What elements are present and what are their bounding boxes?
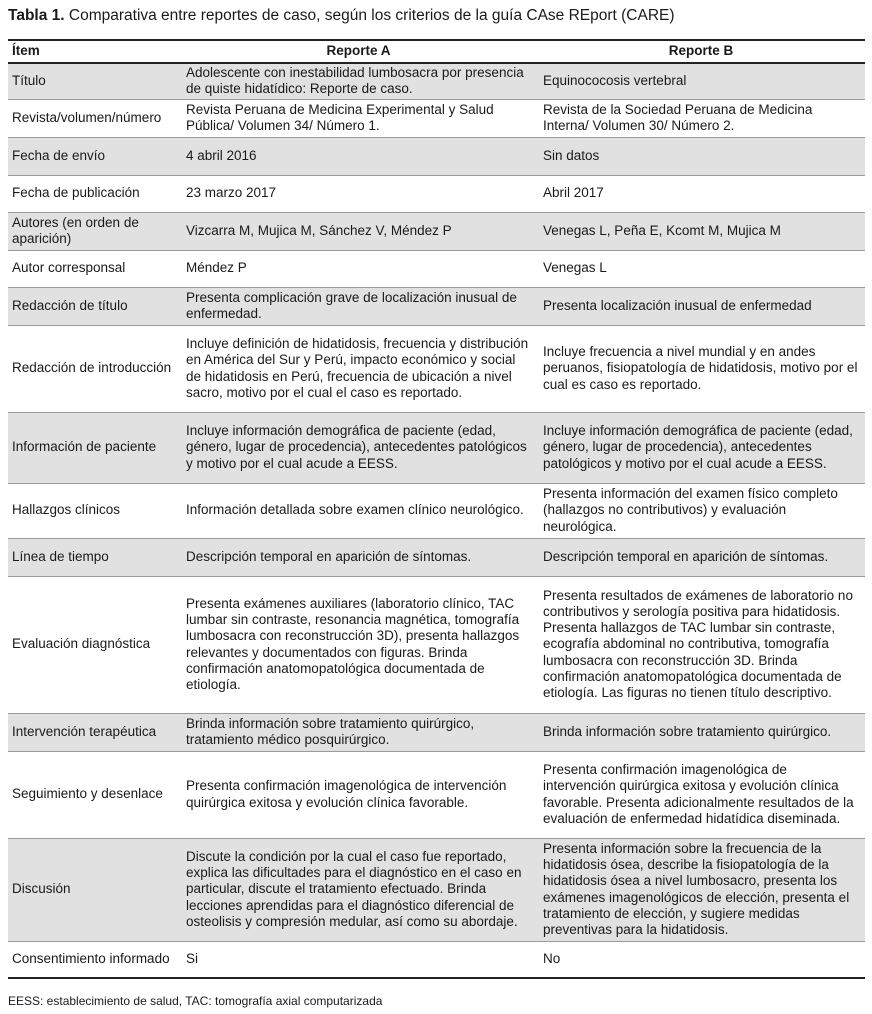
row-report-a: Adolescente con inestabilidad lumbosacra por presencia de quiste hidatídico: Reporte de caso.: [180, 63, 537, 99]
row-report-b: Brinda información sobre tratamiento quirúrgico.: [537, 713, 865, 751]
table-row: [8, 287, 865, 325]
table-row: [8, 751, 865, 838]
table-row: [8, 412, 865, 483]
row-report-a: Si: [180, 941, 537, 978]
table-row: [8, 483, 865, 538]
row-item: Hallazgos clínicos: [8, 483, 180, 538]
row-report-a: Brinda información sobre tratamiento quirúrgico, tratamiento médico posquirúrgico.: [180, 713, 537, 751]
row-report-a: Presenta complicación grave de localización inusual de enfermedad.: [180, 287, 537, 325]
row-item: Fecha de envío: [8, 137, 180, 175]
row-item: Redacción de título: [8, 287, 180, 325]
row-report-a: Descripción temporal en aparición de síntomas.: [180, 538, 537, 576]
row-report-b: Presenta información sobre la frecuencia de la hidatidosis ósea, describe la fisiopatología de la hidatidosis ósea a nivel lumbosacro, presenta los exámenes imagenológicos de elección, presenta el tratamiento de elección, y sugiere medidas preventivas para la hidatidosis.: [537, 838, 865, 941]
table-row: [8, 576, 865, 713]
row-report-b: Presenta localización inusual de enfermedad: [537, 287, 865, 325]
row-report-b: Incluye frecuencia a nivel mundial y en andes peruanos, fisiopatología de hidatidosis, motivo por el cual es caso es reportado.: [537, 325, 865, 412]
row-item: Fecha de publicación: [8, 175, 180, 212]
row-report-b: Sin datos: [537, 137, 865, 175]
table-row: [8, 250, 865, 287]
row-report-a: Información detallada sobre examen clínico neurológico.: [180, 483, 537, 538]
table-footnote: EESS: establecimiento de salud, TAC: tomografía axial computarizada: [8, 994, 383, 1008]
row-report-a: 4 abril 2016: [180, 137, 537, 175]
row-item: Discusión: [8, 838, 180, 941]
row-report-b: Presenta información del examen físico completo (hallazgos no contributivos) y evaluación neurológica.: [537, 483, 865, 538]
row-report-b: Presenta resultados de exámenes de laboratorio no contributivos y serología positiva para hidatidosis. Presenta hallazgos de TAC lumbar sin contraste, ecografía abdominal no contributiva, tomografía lumbosacra con reconstrucción 3D. Brinda confirmación anatomopatológica documentada de etiología. Las figuras no tienen título descriptivo.: [537, 576, 865, 713]
row-report-b: Incluye información demográfica de paciente (edad, género, lugar de procedencia), antecedentes patológicos y motivo por el cual acude a EESS.: [537, 412, 865, 483]
row-report-b: Descripción temporal en aparición de síntomas.: [537, 538, 865, 576]
table-row: [8, 63, 865, 99]
row-report-b: Presenta confirmación imagenológica de intervención quirúrgica exitosa y evolución clínica favorable. Presenta adicionalmente resultados de la evaluación de enfermedad hidatídica diseminada.: [537, 751, 865, 838]
table-row: [8, 838, 865, 941]
row-report-b: Revista de la Sociedad Peruana de Medicina Interna/ Volumen 30/ Número 2.: [537, 99, 865, 137]
header-report-b: Reporte B: [537, 40, 865, 63]
row-report-a: Presenta exámenes auxiliares (laboratorio clínico, TAC lumbar sin contraste, resonancia magnética, tomografía lumbosacra con reconstrucción 3D), presenta hallazgos relevantes y documentados con figuras. Brinda confirmación anatomopatológica documentada de etiología.: [180, 576, 537, 713]
header-item: Ítem: [8, 40, 180, 63]
row-report-a: Incluye definición de hidatidosis, frecuencia y distribución en América del Sur y Perú, impacto económico y social de hidatidosis en Perú, frecuencia de ubicación a nivel sacro, motivo por el cual el caso es reportado.: [180, 325, 537, 412]
row-item: Información de paciente: [8, 412, 180, 483]
row-item: Evaluación diagnóstica: [8, 576, 180, 713]
row-item: Autores (en orden de aparición): [8, 212, 180, 250]
table-row: [8, 538, 865, 576]
table-row: [8, 325, 865, 412]
row-report-a: Incluye información demográfica de paciente (edad, género, lugar de procedencia), antecedentes patológicos y motivo por el cual acude a EESS.: [180, 412, 537, 483]
caption-label: Tabla 1.: [8, 7, 65, 24]
row-item: Seguimiento y desenlace: [8, 751, 180, 838]
comparison-table: [8, 39, 865, 979]
row-item: Intervención terapéutica: [8, 713, 180, 751]
row-report-a: Presenta confirmación imagenológica de intervención quirúrgica exitosa y evolución clínica favorable.: [180, 751, 537, 838]
row-report-b: No: [537, 941, 865, 978]
row-report-b: Equinococosis vertebral: [537, 63, 865, 99]
row-report-a: Discute la condición por la cual el caso fue reportado, explica las dificultades para el diagnóstico en el caso en particular, discute el tratamiento efectuado. Brinda lecciones aprendidas para el diagnóstico diferencial de osteolisis y compresión medular, así como su abordaje.: [180, 838, 537, 941]
row-report-a: 23 marzo 2017: [180, 175, 537, 212]
row-item: Título: [8, 63, 180, 99]
row-item: Consentimiento informado: [8, 941, 180, 978]
table-row: [8, 137, 865, 175]
header-report-a: Reporte A: [180, 40, 537, 63]
table-row: [8, 713, 865, 751]
table-header-row: [8, 40, 865, 63]
table-row: [8, 99, 865, 137]
row-report-a: Méndez P: [180, 250, 537, 287]
row-item: Redacción de introducción: [8, 325, 180, 412]
row-report-a: Revista Peruana de Medicina Experimental y Salud Pública/ Volumen 34/ Número 1.: [180, 99, 537, 137]
row-report-b: Venegas L, Peña E, Kcomt M, Mujica M: [537, 212, 865, 250]
row-report-b: Venegas L: [537, 250, 865, 287]
caption-text: Comparativa entre reportes de caso, según los criterios de la guía CAse REport (CARE): [64, 7, 675, 24]
row-item: Revista/volumen/número: [8, 99, 180, 137]
table-caption: [8, 6, 675, 26]
row-report-b: Abril 2017: [537, 175, 865, 212]
table-row: [8, 212, 865, 250]
row-item: Autor corresponsal: [8, 250, 180, 287]
table-row: [8, 175, 865, 212]
row-report-a: Vizcarra M, Mujica M, Sánchez V, Méndez P: [180, 212, 537, 250]
table-row: [8, 941, 865, 978]
row-item: Línea de tiempo: [8, 538, 180, 576]
